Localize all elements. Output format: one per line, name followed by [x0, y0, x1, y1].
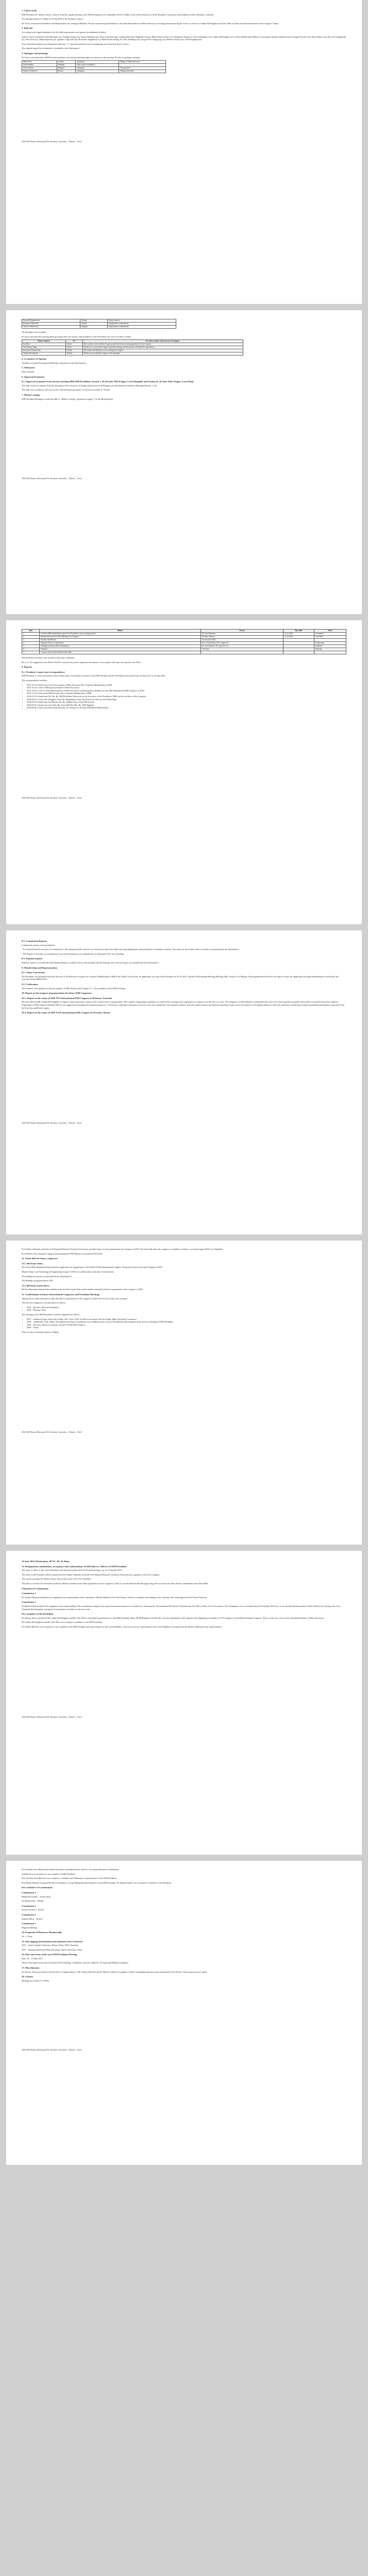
table-cell: 2: [22, 636, 40, 639]
apologies-table: [22, 60, 166, 73]
paragraph: Stephen Mlotz – Russia: [22, 1917, 42, 1920]
subsection-heading: 9.1. China Coal Society: [22, 971, 45, 974]
table-cell: Apologies: [76, 61, 119, 64]
section-heading: 1. Call to order: [22, 9, 37, 12]
apologies-table-continued: [22, 319, 176, 329]
table-cell: Planned Discussion of New Members for Congress: [40, 636, 201, 639]
table-cell: Due date: [283, 630, 314, 633]
page-footer: 29th ISM Plenum Meeting (2016; Brisbane, Australia) – Minutes – Draft: [22, 796, 82, 799]
table-cell: China: [66, 343, 83, 346]
paragraph: Attendees accepted the proposed Meeting’s Agenda as in the Attachment 2.: [22, 361, 87, 364]
table-cell: Poland: [66, 352, 83, 355]
paragraph: Dr Norbert Benecke was accepted as a new member in the ISM Presidium and representative of the Czech Republic, who shows the next representatives the Czech Republic as proposed by Dr Martin Vodell (previous representative).: [22, 1625, 223, 1628]
document-page-3: [6, 620, 362, 924]
table-cell: Ryszard Hejmanowski: [22, 319, 80, 323]
list-item: • 2016.06.01: Email from Chris Mes Re: Tour ISM Wei Mes, Re: ISM-Pipeline: [27, 704, 346, 707]
table-cell: Mine study coordinators: [76, 64, 119, 67]
table-cell: 3: [22, 639, 40, 642]
table-cell: 15.12.2016: [283, 636, 314, 639]
section-heading: 10. Report on the progress of preparations for future ISM Congresses: [22, 992, 92, 995]
paragraph: - The Report of Activities of Commission 6 was the Attachment 4 was submitted by its Chairman, Prof. Zou Xiaobing.: [22, 952, 124, 955]
document-page-7: [6, 1861, 362, 2165]
document-page-1: [6, 0, 362, 304]
paragraph: The meetings of the ISM Presidium would be organised as follows:: [22, 1313, 80, 1316]
subsection-heading: 9.2. Celebration: [22, 982, 38, 986]
paragraph: The bidding documents are presented in the Attachment 6.: [22, 1275, 72, 1278]
page-footer: 29th ISM Plenum Meeting (2016; Brisbane, Australia) – Minutes – Draft: [22, 1715, 82, 1718]
paragraph: The members were updated on the new number of ISM, details in the Chapter 15 – New members of the ISM Presidium.: [22, 987, 126, 990]
section-heading: 9. Membership and Representation: [22, 966, 58, 969]
paragraph: Mr Callum McNaughton and Mr Chris Mes were accepted as members to the ISM Presidium.: [22, 1621, 103, 1624]
paragraph: Venue: Norwegian University of Science and Technology, Trondheim, Norway. Organiser: Dr Ing Jonill Makhsol Gurgunso: [22, 1961, 129, 1964]
table-cell: Kazimierz Bawinski: [22, 323, 80, 326]
section-heading: 16. Date and venue of the next ISM Presidium Meeting: [22, 1953, 77, 1956]
table-cell: Family matters: [107, 319, 176, 323]
table-cell: Poland: [66, 349, 83, 352]
table-cell: Jian Hou: [22, 343, 66, 346]
table-cell: Dr Peter Adlesen: [201, 636, 283, 639]
table-cell: Finalize the Minutes: [40, 639, 201, 642]
paragraph: Bergonzi Rodrigo: [22, 1926, 38, 1929]
paragraph: No. 1: None: [22, 1935, 32, 1938]
table-cell: Notes: [314, 630, 346, 633]
table-cell: 31.12.2015: [283, 633, 314, 636]
document-page-5: [6, 1241, 362, 1545]
table-cell: Wojciech Mahowski: [22, 326, 80, 329]
paragraph: Humbrekt Grobler – South Africa: [22, 1895, 51, 1898]
table-cell: Name, Country: [22, 340, 66, 343]
paragraph: ISM President Meeting to reveal the table of “Matters Arising” presented on page 17 of the Meeting Pack.: [22, 397, 113, 400]
paragraph: Prof Andrei Otshenko, from the Ural National Research Technical University provided status of early preparations for Congress in 2019. The early talk about the congress is available at website: www.ismcongress2019.ru (in English).: [22, 1248, 223, 1250]
presidium-meetings-list: [27, 1318, 346, 1329]
paragraph: Prof Pitkinov also reported to support and maintain the ISM Website in the period 2016-2019.: [22, 1252, 103, 1255]
paragraph: The current president Dr Andrew Savey will assume office of the Vice President.: [22, 1578, 92, 1581]
subsection-heading: Chairmen of Commissions: [22, 1587, 49, 1590]
paragraph: Dr Martin Vodell handed in his resignation from chairmanship of the commission citing his new long-involvement and move to another new, South pacific. He nominated Mr Wouter Vermaak from the GSE to follow in for the position. The nomination was re-considered by the Presidium. However, it was decided that the position will be filled in the coming years. New Chairman should prepare a proposal of commission activities for the next years.: [22, 1604, 341, 1611]
subsection-heading: Commission 2: [22, 1904, 36, 1907]
paragraph: The presented outcomes were accepted with some comments:: [22, 656, 75, 659]
list-item: • 2015.10.14: Email from Czech Association of Mine Surveyors Re: Corporate Membership of ISM: [27, 684, 346, 687]
paragraph: Dr Savey informed the meeting about greetings that were sent by some members of the Presidium who were not able to attend.: [22, 335, 131, 338]
subsection-heading: Commission 1: [22, 1891, 36, 1894]
paragraph: The Presidium was informed about the decision of the Executive to grant the Corporate Membership of ISM to the China Coal Society. Its application was sent to the President on 10 Oct 2015, and the full Presidium Meeting (Meeting 28th, session II, in Beijing, China) granted the Executive the right to review the application and grant membership as resolved by the executive board (MINUTES).: [22, 975, 339, 981]
paragraph: Date: 10 – 12 May 2017: [22, 1957, 43, 1960]
page-footer: 29th ISM Plenum Meeting (2016; Brisbane, Australia) – Minutes – Draft: [22, 140, 82, 143]
table-cell: Ongoing: [314, 648, 346, 651]
document-page-6: [6, 1551, 362, 1855]
table-cell: Yun-Ching Chang: [22, 346, 66, 349]
table-cell: CV: [66, 340, 83, 343]
section-heading: 13. Resignations, nominations, acceptance and confirmations of ISM officers, Officers of ISM Presidium: [22, 1565, 127, 1568]
table-cell: Andrey Gorbachev: [22, 70, 57, 73]
table-cell: Treasurer: [201, 648, 283, 651]
paragraph: Prof Daniel Ilkenko nominated Dr Jinolu Tuchhma to accept Mongolian representative in the ISM Presidium. Dr Ahmed Gandes was accepted as a member of the Presidium.: [22, 1881, 172, 1884]
paragraph: Dr Andrew Savey introduced Mr Callum McNaughton and Mr Chris Mes as Australian representatives to the ISM Presidium. Both, Mr McNaughton and Mr Mes, actively participated in the annual of the Organising Committee of XVI Congress of the ISM in Brisbane Congress. They are also very active in the Australian Institute of Mine Surveyors.: [22, 1616, 324, 1619]
paragraph: 2017 – International Forum Mine Surveying, Anhui University, China: [22, 1948, 82, 1951]
table-cell: Best wishes to the excellent Congress and the hard work and preparations for the Congress: [83, 343, 243, 346]
list-item: • 2015.11.30: Letter from ISM Secretary Re: Corporate Membership of ISM: [27, 692, 346, 695]
table-cell: Employment commitments: [107, 323, 176, 326]
table-cell: [314, 651, 346, 654]
subsection-heading: 10.1. Report on the status of 2016 XVI International ISM Congress in Brisbane, Australia: [22, 996, 112, 999]
list-item: • 2022 – Beijing, China: [27, 1309, 346, 1312]
table-cell: Prof. Zsolt Kukoli, Prof. Sergei Zav: [201, 642, 283, 645]
table-cell: Completed: [314, 633, 346, 636]
table-cell: Secretariate Office: [201, 639, 283, 642]
section-heading: 5. Obituaries: [22, 366, 35, 369]
list-item: • 2015.10.22: Letter of Australian Institute of Mine Surveyors confirming their members for the 16th International ISM Congress in 2016.: [27, 689, 346, 692]
paragraph: None reported.: [22, 370, 35, 373]
table-cell: Mirage of Mine Surveyors: [119, 61, 166, 64]
table-cell: Register ISM as a Legal Entity: [40, 642, 201, 645]
paragraph: The original signed list of attendees is included as the Attachment 1.: [22, 47, 81, 50]
list-item: • 2019 – Wroclaw, Russian Federation: [27, 1306, 346, 1309]
greetings-table: [22, 340, 243, 355]
table-cell: Webpage and Newsletter Distribution: [40, 645, 201, 648]
paragraph: The draft version of minutes from the meetings in Prior Session 1 in Prague and Session II in Beijing) were distributed to attendees (Meeting Pack pp. 1-16).: [22, 384, 157, 387]
section-heading: 15. Sub-sapping international and national events of interest: [22, 1940, 83, 1943]
table-row: [22, 326, 176, 329]
page-footer: 29th ISM Plenum Meeting (2016; Brisbane, Australia) – Minutes – Draft: [22, 1431, 82, 1434]
paragraph: Uzbekistan was accepted as a new member of ISM Presidium.: [22, 1872, 76, 1875]
subsection-heading: Commission 3: [22, 1913, 36, 1916]
table-cell: Employment commitments: [107, 326, 176, 329]
paragraph: Dr. Savey welcomed all attendees and thanked them for coming to Brisbane. He also expressed special thanks to the Australian Institute of Mine Surveyors for hosting and sponsoring the event, as well as to Callum McNaughton and Chris Mes for their personal involvement in the Congress Chaire.: [22, 22, 279, 25]
paragraph: National reports: It was decided that National Reports would be used to and included into the meeting. The received reports are included into the Attachment 5.: [22, 961, 160, 964]
document-page-4: [6, 930, 362, 1234]
section-heading: 3. Apologies and greetings: [22, 52, 48, 55]
paragraph: According to the signed attendance list the following persons were present (in alphabetical order):: [22, 30, 107, 33]
table-cell: Simon Mullin: [22, 64, 57, 67]
paragraph: (The five day of meeting ended at 3:30pm): [22, 1330, 59, 1333]
table-row: [22, 70, 166, 73]
congress-list: [27, 1306, 346, 1312]
table-cell: Apologies: [76, 70, 119, 73]
paragraph: Mainly China Coal Technology & Engineering Group (CCTEG) in collaboration with other 14 universities.: [22, 1270, 115, 1273]
paragraph: Note: President members not designated with letter “r”, honorary members and accompanying are in brackets (here 'd' does ).: [22, 42, 130, 45]
subsection-heading: 10.2. Report on the status of 2019 XVII International ISM Congress in Wroclaw, Russia: [22, 1011, 110, 1014]
subsection-heading: 8.2. Commission Reports: [22, 940, 47, 942]
paragraph: All apologies were accepted.: [22, 331, 47, 333]
paragraph: Prof Jaroslaw Szczełbowski was accepted as a member and Uzbekistan’s representative to the ISM Presidium.: [22, 1877, 117, 1880]
subsection-heading: 6.1. Approval of minutes from the last meeting (28th ISM Presidium; Session 1, 26-28 June 2016 Prague, Czech Republic and Session II, 30 June 2016, Prague, Czech Rep): [22, 380, 194, 383]
section-heading: 17. Miscellaneous: [22, 1967, 40, 1970]
correspondence-list: [27, 684, 346, 709]
paragraph: Mr Chris Mes and Mr Callum McNaughton (Congress Chairs) provided a report on the current status of preparations. The Congress Organising Committee was intensively working on the registration of congress over the last two years. The frequency of teleconferences intensified from once every three months to monthly and weekly for months before the Congress. Preparation of ISM Congress Brisbane (DCA) was supported in managing the preparation process. A Scientific Committee and papers reviewers were also established. The organizers believe, that they cannot achieve the financial abundance target, due to downturns in the mining industry to have the conference should attract many international participants, especially from the East Asia and Pacific region.: [22, 1001, 344, 1009]
page-footer: 29th ISM Plenum Meeting (2016; Brisbane, Australia) – Minutes – Draft: [22, 477, 82, 480]
table-cell: He would wish Brisbane success during the Congress: [83, 349, 243, 352]
table-cell: 4: [22, 642, 40, 645]
table-cell: Russia: [57, 70, 75, 73]
paragraph: The next two congresses will take place as follows:: [22, 1301, 66, 1304]
paragraph: Prof Jaroslaw Szczełbowski presented with almost missing interests and new surveying education in Uzbekistan.: [22, 1868, 120, 1871]
list-item: • 2016.04.01: Letter from Wanglian Chen, Re: Regulations from Association for Surveys and Technology: [27, 698, 346, 701]
paragraph: Dr Andrew Savey presented to attend Letters of Appreciations to Mr Norbert Benecke and Dr Martin Vodell in recognition of their outstanding dedication and commitment to the Society. This proposal was accepted.: [22, 1970, 208, 1973]
paragraph: Andrew Savey (Australia), Paul Barendse (za), Xiangbo Kang (cn), Tatiana Bonduzz (gr), Elena Ermolowa (gr), Vadim Kubin (gr), Bingrutin Na (gr), Milos Kolarevic(kvo-zz), Wuming Lekang (cs), Tan Lianhuagen (cn), Callum McNaughton (cs), Zheto Mikula (pl), Barbara Ciezszynska, Kannan (Malaysia) (in), Kaiquli Proweli (en), Alan Penson (en), Rewrsch Ganguaham (ir), Fritz Jiron (cs), Maria Kopecka (pl), Ignatiev Ling Yuan (nl), Bernardo Tang(Polo) (sr), Mark Sinclair Wang, Ivo Flei, Vartlaugs (ru), Greg Ja-dor Chang (ng) [cn], Herbert Teclaxe (ar), Xhu Peiogham (an).: [22, 35, 346, 41]
subsection-heading: New members of the Presidium: [22, 1613, 54, 1616]
table-cell: Dr. Savey wishes to the success of Congress: [83, 340, 243, 343]
table-cell: Bulgaria: [80, 326, 108, 329]
paragraph: The draft were accepted as the true record of the meetings apropriate: A. Pierson seconded: A. Wrobel.: [22, 388, 110, 392]
table-cell: Item: [22, 630, 40, 633]
paragraph: Susana Goshova – Russia: [22, 1908, 44, 1911]
table-cell: Andrzej Kowalczyk: [22, 352, 66, 355]
subsection-heading: Commission 5: [22, 1922, 36, 1925]
table-cell: Apologies: [76, 67, 119, 70]
paragraph: Dr Savey welcomed other ISM President members who had provided apologies for absence at the meeting. The list of apologies includes:: [22, 56, 141, 59]
section-heading: 4. Acceptance of Agenda: [22, 358, 46, 361]
list-item: • 2016.02.10: Email from Chi Tao, Re: ISM President, Decisions on the Activities of the President of ISM, on the activities of the Congress.: [27, 695, 346, 698]
paragraph: The China ISM submitted and presented its application for organization of the (2022) XVIII International Congress. Proposed location and venue: Beijing, CCMT.: [22, 1266, 163, 1269]
table-cell: Muster Pel: [22, 61, 57, 64]
subsection-heading: Commission 3: [22, 1592, 36, 1595]
list-item: • 2016.06.01: Letter from Peter Kalit (Russia), Re: Request of Ukraine ISM Board Membership: [27, 706, 346, 709]
table-cell: Finalized: [314, 645, 346, 648]
table-cell: 5: [22, 645, 40, 648]
section-heading: 7. Matters arising: [22, 393, 40, 396]
page-footer: 29th ISM Plenum Meeting (2016; Brisbane, Australia) – Minutes – Draft: [22, 1121, 82, 1124]
subsection-heading: Commission 5: [22, 1601, 36, 1604]
list-item: • 2018 – Uzbekistan: (Jule, 2018). The planned meeting in Kazakhstan was withdrawn due to lack of Kazakhstan representation in the last two meetings of ISM Presidium.: [27, 1320, 346, 1324]
table-cell: Poland: [80, 319, 108, 323]
section-heading: 12. Confirmation of future International Congresses and Presidium Meetings: [22, 1293, 99, 1296]
table-cell: Poland: [80, 323, 108, 326]
document-page-2: [6, 310, 362, 614]
matters-arising-table: [22, 629, 346, 654]
table-cell: Dr. Zsolt Kukoli / Dr. Gaje Tae Gov: [201, 645, 283, 648]
list-item: • 2019 – Wroclaw, Russia to coincide with the XVIIth ISM Congress: [27, 1324, 346, 1327]
table-cell: [283, 651, 314, 654]
paragraph: The office of the President will be assumed by Prof Andrei Otshenko, from the Ural National Research Technical University, the organiser of the next Congress.: [22, 1573, 160, 1576]
paragraph: Commission reports were provided by:: [22, 943, 56, 946]
paragraph: The meeting started at 1:30pm on 22 Sep 2016 at the location as above.: [22, 18, 83, 21]
table-cell: 1: [22, 633, 40, 636]
table-cell: Prince Ramos: [22, 67, 57, 70]
section-heading: 14. Proposals of Honorary Membership: [22, 1931, 62, 1934]
subsection-heading: 11.2. Bid from South Africa: [22, 1284, 49, 1287]
paragraph: Re: p. 4: The suggestion from Marek Veitlof to actively raise more important discussions was accepted. This item was moved to the 2016.: [22, 660, 141, 664]
list-item: • 2017 – Southeast Asian, 2nd week of May, 3rd-7 June, 2018: It will be run jointly with the Nordic Mine Surveying Conference.: [27, 1318, 346, 1321]
table-row: [22, 352, 243, 355]
section-heading: 8. Reports: [22, 666, 32, 669]
list-item: • 2016.05.03: Email from Jan Blachowski, Re: Digital Form of the ISM Journal: [27, 701, 346, 704]
table-cell: Bulgaria: [57, 67, 75, 70]
table-cell: 6: [22, 648, 40, 651]
paragraph: ISM President, Dr. Andrew Savey, called to order the regular meeting of the ISM Presidium on 22 September 2016 at 1:00pm in the Jellicoe Room (L) of the Brisbane Convention and Exhibition Centre, Brisbane, Australia.: [22, 13, 214, 16]
table-cell: Finances: [40, 648, 201, 651]
table-cell: [201, 651, 283, 654]
section-heading: 2. Roll call: [22, 27, 32, 30]
page-footer: 29th ISM Plenum Meeting (2016; Brisbane, Australia) – Minutes – Draft: [22, 2048, 82, 2052]
table-cell: Mining University: [119, 70, 166, 73]
paragraph: Jan Blachowski – Poland: [22, 1900, 44, 1903]
list-item: • 2020 – China: [27, 1326, 346, 1329]
section-heading: 6. Approval of minutes: [22, 375, 45, 378]
paragraph: The office of second Vice President would be filled by nominee from China organisation of the Congress in 2022. It was decided that Mr Haoqing Gong will act in this role until official confirmation from China ISM.: [22, 1582, 209, 1585]
paragraph: ISM President, A. Savey presented a short verbal report covering the activities of the ISM President and the President in the period from 10 June 2015 to 22 Sep 2016.: [22, 674, 166, 677]
subsection-heading: 8.3. National reports: [22, 957, 43, 960]
subsection-heading: New members of Commissions: [22, 1886, 53, 1889]
paragraph: The terms of office of the current President will end four months after the Seventh meeting, e.g. on 14 January 2017.: [22, 1569, 123, 1572]
paragraph: Mr Paul Barendse informed that withdrawn the bid from South Africa and formally submitted a bid for organization of the Congress in 2022.: [22, 1288, 144, 1291]
table-cell: Wishes for a successful Congress and that meetings and discussions will fulfil the expectations: [83, 346, 243, 349]
table-cell: Cancelled: [314, 636, 346, 639]
paragraph: Meeting was closed at 11:00am: [22, 1979, 49, 1982]
table-cell: China: [66, 346, 83, 349]
paragraph: - Dr Gerald Powell in activities of Commission 1. He summarized the activities on collection of data from mine surveying departments and practitioners in member countries. The report on the results of these activities was presented in the Attachment 3.: [22, 948, 240, 951]
paragraph: Dr. Norbert Benecke handed in his resignation from chairmanship of the commission. Martin Aldonely. Prof Axel Preusse offered to nominate and looking at new chairman. He would approach Prof Garret Tonisson.: [22, 1596, 207, 1599]
subsection-heading: 8.1. President’s report and correspondence: [22, 670, 65, 673]
table-cell: Progressing: [314, 642, 346, 645]
table-cell: Belgium: [57, 64, 75, 67]
section-heading: 11. Venue bids for future congresses: [22, 1257, 58, 1260]
table-cell: 7: [22, 651, 40, 654]
table-cell: Not specified: [119, 67, 166, 70]
table-cell: Mr Tom Hamilton: [201, 633, 283, 636]
table-cell: Kazimierz Pieranowski: [22, 349, 66, 352]
table-row: [22, 651, 346, 654]
table-cell: Canada: [57, 61, 75, 64]
paragraph: Taking into account resolution of talks that bid for organization of the Congress in 2022, the best host China was accepted.: [22, 1297, 128, 1300]
section-heading: 18. Closure: [22, 1975, 34, 1978]
table-cell: Matter: [40, 630, 201, 633]
table-cell: Owner: [201, 630, 283, 633]
section-heading: 14 Sept 2016 (Wednesday), 08 XC, RL 16:30am: [22, 1560, 70, 1563]
table-cell: Liaison with relevant International bodies: [40, 651, 201, 654]
paragraph: The correspondence includes:: [22, 679, 47, 682]
paragraph: 2017 – South Legend Conference, Hunter Valley, NSW, Australia: [22, 1944, 78, 1947]
paragraph: The Bidding voting procedures: R21: [22, 1279, 54, 1282]
list-item: • 2015.10.22: Letter to Mining Association of Mine Surveyors: [27, 686, 346, 689]
table-cell: Wishes success and the congress to be enjoyable.: [83, 352, 243, 355]
table-cell: Confirm ISM Annual Report period for President’s team working method: [40, 633, 201, 636]
subsection-heading: 11.1. Bid from China: [22, 1262, 43, 1265]
